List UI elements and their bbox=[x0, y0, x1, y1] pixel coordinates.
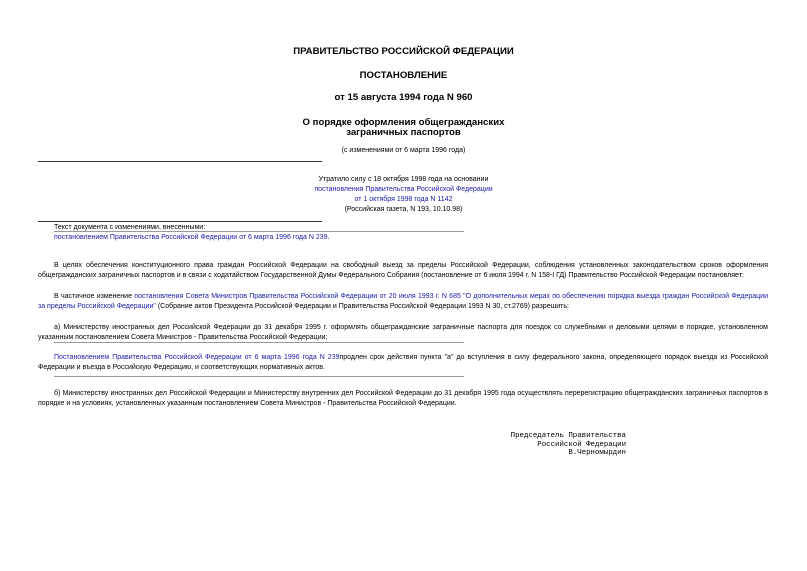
changes-note bbox=[54, 223, 474, 243]
paragraph-2 bbox=[38, 292, 768, 312]
repeal-link-line2[interactable]: от 1 октября 1998 года N 1142 bbox=[354, 196, 453, 203]
paragraph-1: В целях обеспечения конституционного права граждан Российской Федерации на свободный выезд за пределы Российской Федерации, соблюдения установленных законодательством сроков оформления общегражданских заграничных паспортов и в связи с ходатайством Государственной Думы Федерального Собрания (постановление от 6 июля 1994 г. N 158-I ГД) Правительство Российской Федерации постановляет: bbox=[38, 262, 768, 279]
doc-title-line1: О порядке оформления общегражданских bbox=[302, 117, 505, 128]
paragraph-5: б) Министерству иностранных дел Российской Федерации и Министерству внутренних дел Российской Федерации до 31 декабря 1995 года осуществлять перерегистрацию общегражданских заграничных паспортов в порядке и на условиях, установленных указанным постановлением Совета Министров - Правительства Российской Федерации. bbox=[38, 390, 768, 407]
divider bbox=[54, 342, 464, 343]
amendments-note: (с изменениями от 6 марта 1996 года) bbox=[341, 147, 466, 154]
divider bbox=[54, 376, 464, 377]
changes-note-text: Текст документа с изменениями, внесенными: bbox=[54, 224, 206, 231]
signature-country: Российской Федерации bbox=[537, 440, 626, 449]
signature-name: В.Черномырдин bbox=[568, 449, 626, 457]
paragraph-3: а) Министерству иностранных дел Российской Федерации до 31 декабря 1995 г. оформлять общегражданские заграничные паспорта для поездок со служебными и деловыми целями в порядке, установленном указанным постановлением Совета Министров - Правительства Российской Федерации; bbox=[38, 324, 768, 341]
paragraph-4 bbox=[38, 353, 768, 373]
changes-note-tail: . bbox=[327, 234, 330, 241]
date-number-heading: от 15 августа 1994 года N 960 bbox=[334, 92, 473, 103]
doc-type-heading: ПОСТАНОВЛЕНИЕ bbox=[359, 70, 448, 81]
repeal-line1: Утратило силу с 18 октября 1998 года на основании bbox=[318, 176, 489, 183]
signature-position: Председатель Правительства bbox=[510, 432, 626, 440]
divider bbox=[38, 161, 322, 162]
repeal-source: (Российская газета, N 193, 10.10.98) bbox=[344, 206, 463, 213]
paragraph-4-end: продлен срок действия пункта "а" до вступления в силу федерального закона, определяющего порядок выезда из Российской Федерации и въезда в Российскую Федерацию, и соответствующих нормативных актов. bbox=[38, 354, 768, 371]
paragraph-2-start: В частичное изменение bbox=[54, 293, 135, 300]
paragraph-4-link[interactable]: Постановлением Правительства Российской Федерации от 6 марта 1996 года N 239 bbox=[54, 354, 340, 361]
signature-block bbox=[460, 432, 626, 458]
paragraph-2-link[interactable]: постановления Совета Министров Правительства Российской Федерации от 20 июля 1993 г. N 685 "О дополнительных мерах по обеспечению порядка выезда граждан Российской Федерации за пределы Российской Федерации" bbox=[38, 293, 768, 310]
issuer-heading: ПРАВИТЕЛЬСТВО РОССИЙСКОЙ ФЕДЕРАЦИИ bbox=[293, 46, 514, 57]
divider bbox=[38, 221, 322, 222]
repeal-link-line1[interactable]: постановления Правительства Российской Федерации bbox=[314, 186, 493, 193]
divider bbox=[54, 231, 464, 232]
changes-note-link[interactable]: постановлением Правительства Российской Федерации от 6 марта 1996 года N 239 bbox=[54, 234, 328, 241]
paragraph-2-end: (Собрание актов Президента Российской Федерации и Правительства Российской Федерации 1993 N 30, ст.2769) разрешить: bbox=[155, 303, 569, 310]
doc-title-line2: заграничных паспортов bbox=[346, 127, 461, 138]
